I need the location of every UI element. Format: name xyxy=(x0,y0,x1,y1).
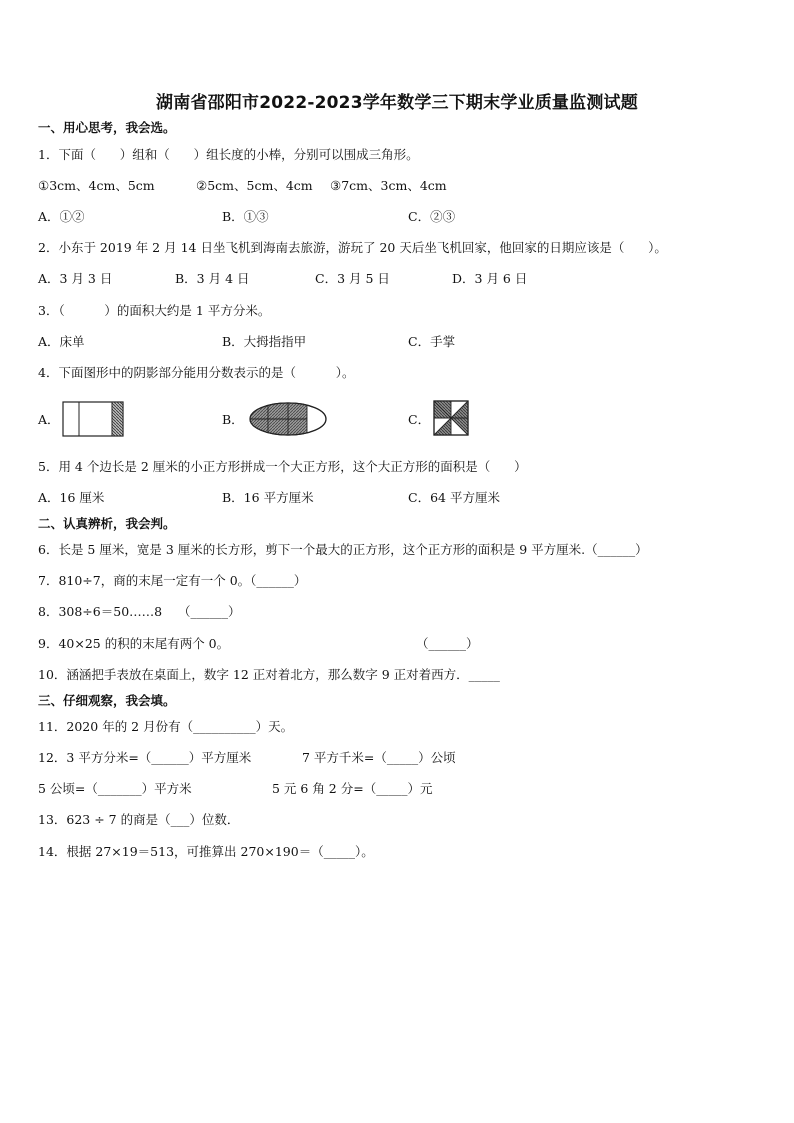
section-3-heading: 三、仔细观察，我会填。 xyxy=(38,693,176,708)
q1-set-3: ③7cm、3cm、4cm xyxy=(330,178,447,193)
q4-option-c[interactable]: C． xyxy=(408,412,431,427)
q4-option-a[interactable]: A． xyxy=(38,412,60,427)
square-fraction-figure xyxy=(433,400,469,436)
q2-option-d[interactable]: D．3 月 6 日 xyxy=(452,271,528,286)
question-7: 7．810÷7，商的末尾一定有一个 0。（______） xyxy=(38,573,307,588)
question-2: 2．小东于 2019 年 2 月 14 日坐飞机到海南去旅游，游玩了 20 天后坐飞机回家，他回家的日期应该是（ ）。 xyxy=(38,240,667,255)
page-title: 湖南省邵阳市2022-2023学年数学三下期末学业质量监测试题 xyxy=(156,93,638,113)
ellipse-fraction-figure xyxy=(248,401,328,437)
question-10: 10．涵涵把手表放在桌面上，数字 12 正对着北方，那么数字 9 正对着西方．_____ xyxy=(38,667,500,682)
rectangle-fraction-figure xyxy=(62,401,124,437)
question-1: 1．下面（ ）组和（ ）组长度的小棒，分别可以围成三角形。 xyxy=(38,147,419,162)
question-14: 14．根据 27×19＝513，可推算出 270×190＝（_____）。 xyxy=(38,844,374,859)
question-5: 5．用 4 个边长是 2 厘米的小正方形拼成一个大正方形，这个大正方形的面积是（ ） xyxy=(38,459,527,474)
question-8: 8．308÷6＝50……8 （______） xyxy=(38,604,241,619)
q5-option-c[interactable]: C．64 平方厘米 xyxy=(408,490,500,505)
q1-option-a[interactable]: A．①② xyxy=(38,209,85,224)
question-12-part-4: 5 元 6 角 2 分=（_____）元 xyxy=(272,781,433,796)
question-6: 6．长是 5 厘米，宽是 3 厘米的长方形，剪下一个最大的正方形，这个正方形的面积是 9 平方厘米.（______） xyxy=(38,542,648,557)
q5-option-b[interactable]: B．16 平方厘米 xyxy=(222,490,314,505)
q1-option-b[interactable]: B．①③ xyxy=(222,209,269,224)
q5-option-a[interactable]: A．16 厘米 xyxy=(38,490,105,505)
q3-option-a[interactable]: A．床单 xyxy=(38,334,85,349)
section-2-heading: 二、认真辨析，我会判。 xyxy=(38,516,176,531)
q1-option-c[interactable]: C．②③ xyxy=(408,209,456,224)
section-1-heading: 一、用心思考，我会选。 xyxy=(38,120,176,135)
q1-set-2: ②5cm、5cm、4cm xyxy=(196,178,313,193)
q2-option-c[interactable]: C．3 月 5 日 xyxy=(315,271,390,286)
question-13: 13．623 ÷ 7 的商是（___）位数． xyxy=(38,812,240,827)
q2-option-a[interactable]: A．3 月 3 日 xyxy=(38,271,113,286)
question-12-part-1: 12．3 平方分米=（______）平方厘米 xyxy=(38,750,252,765)
q3-option-c[interactable]: C．手掌 xyxy=(408,334,456,349)
q4-option-b[interactable]: B． xyxy=(222,412,244,427)
question-4: 4．下面图形中的阴影部分能用分数表示的是（ ）。 xyxy=(38,365,355,380)
q1-set-1: ①3cm、4cm、5cm xyxy=(38,178,155,193)
question-12-part-3: 5 公顷=（_______）平方米 xyxy=(38,781,192,796)
q2-option-b[interactable]: B．3 月 4 日 xyxy=(175,271,250,286)
q3-option-b[interactable]: B．大拇指指甲 xyxy=(222,334,307,349)
question-3: 3．（ ）的面积大约是 1 平方分米。 xyxy=(38,303,271,318)
question-12-part-2: 7 平方千米=（_____）公顷 xyxy=(302,750,456,765)
q9-answer-blank[interactable]: （______） xyxy=(416,636,479,651)
question-11: 11．2020 年的 2 月份有（__________）天。 xyxy=(38,719,294,734)
question-9: 9．40×25 的积的末尾有两个 0。 xyxy=(38,636,230,651)
